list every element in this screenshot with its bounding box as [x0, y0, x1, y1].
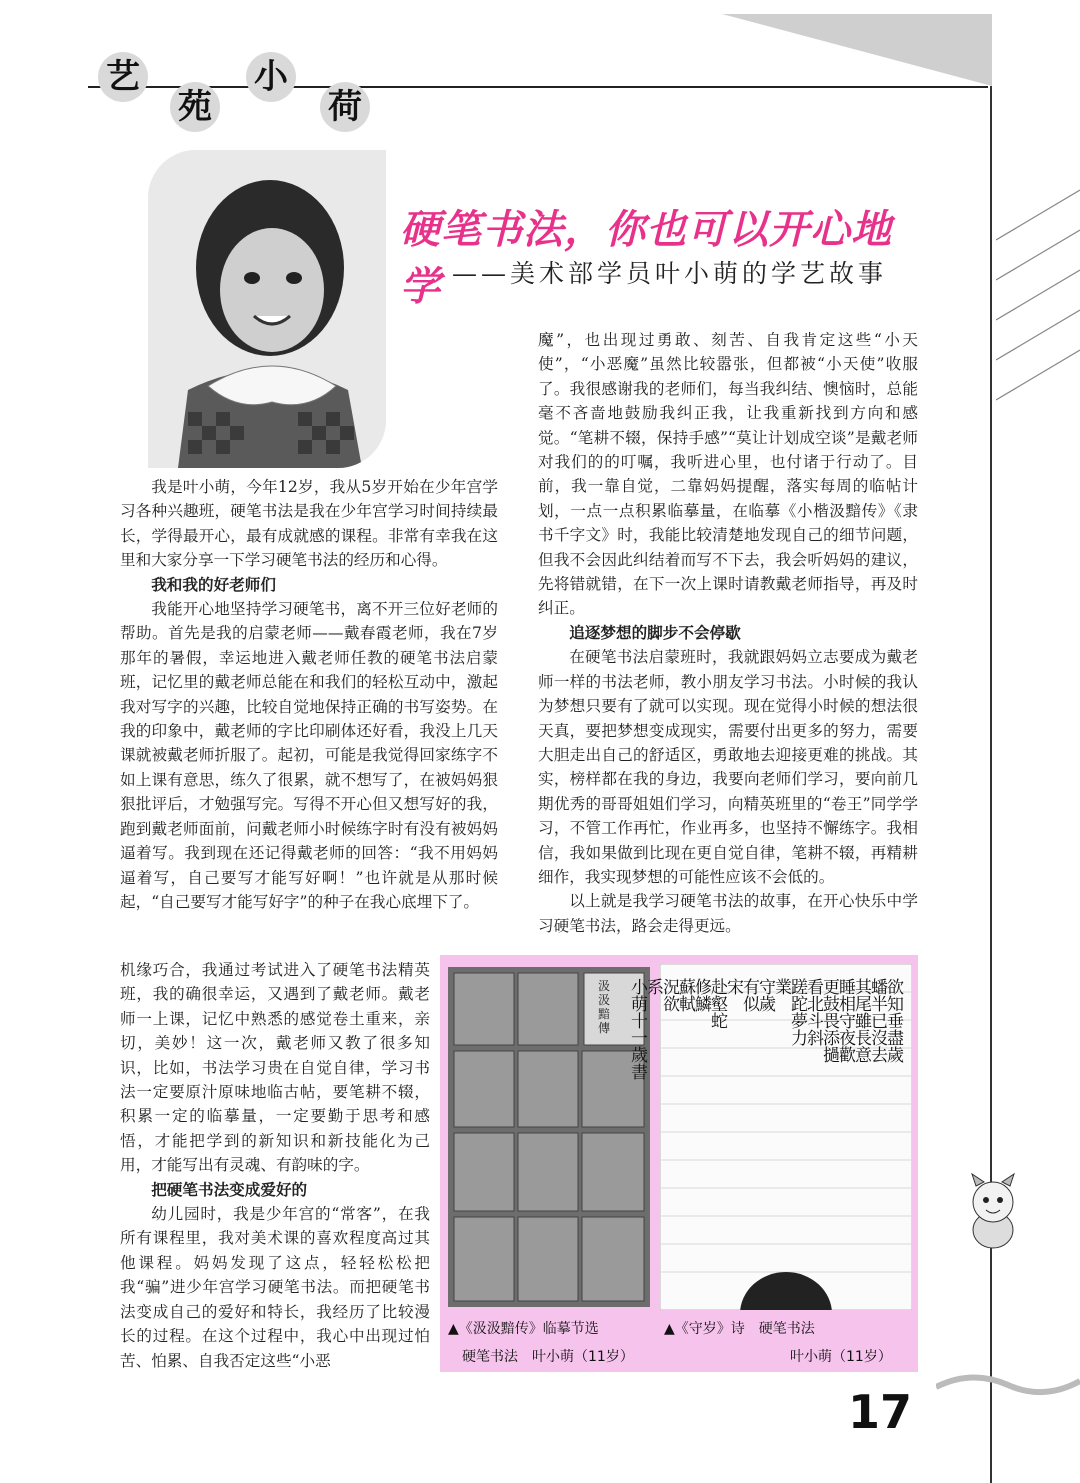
paragraph: 在硬笔书法启蒙班时，我就跟妈妈立志要成为戴老师一样的书法老师，教小朋友学习书法。小时候的我认为梦想只要有了就可以实现。现在觉得小时候的想法很天真，要把梦想变成现实，需要付出更多的努力，需要大胆走出自己的舒适区，勇敢地去迎接更难的挑战。其实，榜样都在我的身边，我要向老师们学习，要向前几期优秀的哥哥姐姐们学习，向精英班里的“卷王”同学学习，不管工作再忙，作业再多，也坚持不懈练字。我相信，我如果做到比现在更自觉自律，笔耕不辍，再精耕细作，我实现梦想的可能性应该不会低的。: [538, 648, 918, 886]
left-column-narrow: [120, 958, 430, 1373]
poem-column: 況欲: [659, 978, 679, 1012]
poem-column: 其尾雖長意: [851, 978, 871, 1063]
student-photo: [148, 150, 386, 468]
paragraph: 我是叶小萌，今年12岁，我从5岁开始在少年宫学习各种兴趣班，硬笔书法是我在少年宫学习时间持续最长，学得最开心，最有成就感的课程。非常有幸我在这里和大家分享一下学习硬笔书法的经历和心得。: [120, 478, 498, 570]
poem-column: 系: [643, 978, 663, 995]
paragraph: 机缘巧合，我通过考试进入了硬笔书法精英班，我的确很幸运，又遇到了戴老师。戴老师一上课，记忆中熟悉的感觉卷土重来，亲切，美妙！这一次，戴老师又教了很多知识，比如，书法学习贵在自觉自律，学习书法一定要原汁原味地临古帖，要笔耕不辍，积累一定的临摹量，一定要勤于思考和感悟，才能把学到的新知识和新技能化为己用，才能写出有灵魂、有韵味的字。: [120, 961, 430, 1175]
poem-column: 修鱗: [691, 978, 711, 1012]
poem-column: 守歲: [755, 978, 775, 1012]
calligraphy-grid-photo: [448, 967, 650, 1307]
poem-column: 睡相守夜歡: [835, 978, 855, 1063]
poem-column: 更鼓畏添撾: [819, 978, 839, 1063]
right-margin-rule: [990, 86, 992, 1483]
poem-column: 有似: [739, 978, 759, 1012]
caption-1-line-2: 硬笔书法 叶小萌（11岁）: [462, 1349, 634, 1365]
page-number: 17: [848, 1385, 913, 1439]
poem-column: 蟠半已沒去: [867, 978, 887, 1063]
poem-column: 赴壑蛇: [707, 978, 727, 1029]
caption-2-line-2: 叶小萌（11岁）: [790, 1349, 892, 1365]
poem-column: 蘇軾: [675, 978, 695, 1012]
mascot-icon: [964, 1170, 1022, 1252]
copybook-title: 汲汲黯傳: [598, 979, 611, 1035]
poem-column: 蹉跎夢力: [787, 978, 807, 1046]
poem-column: 宋: [723, 978, 743, 995]
poem-calligraphy-photo: [627, 964, 912, 1310]
poem-text: [627, 978, 906, 1278]
wave-decoration: [936, 1365, 1080, 1405]
article-title: 硬笔书法，你也可以开心地学: [400, 207, 892, 310]
left-column: [120, 475, 498, 914]
poem-column: 小萌十一歲書: [627, 978, 647, 1080]
article-subtitle: ——美术部学员叶小萌的学艺故事: [452, 259, 888, 288]
header-char-1: 艺: [98, 52, 148, 102]
poem-column: 業: [771, 978, 791, 995]
caption-2-line-1: ▲《守岁》诗 硬笔书法: [664, 1321, 815, 1337]
paragraph: 我能开心地坚持学习硬笔书，离不开三位好老师的帮助。首先是我的启蒙老师——戴春霞老师，我在7岁那年的暑假，幸运地进入戴老师任教的硬笔书法启蒙班，记忆里的戴老师总能在和我们的轻松互动中，激起我对写字的兴趣，比较自觉地保持正确的书写姿势。在我的印象中，戴老师的字比印刷体还好看，我没上几天课就被戴老师折服了。起初，可能是我觉得回家练字不如上课有意思，练久了很累，就不想写了，在被妈妈狠狠批评后，才勉强写完。写得不开心但又想写好的我，跑到戴老师面前，问戴老师小时候练字时有没有被妈妈逼着写。我到现在还记得戴老师的回答：“我不用妈妈逼着写，自己要写才能写好啊！”也许就是从那时候起，“自己要写才能写好字”的种子在我心底埋下了。: [120, 600, 498, 911]
side-decoration: [996, 180, 1080, 580]
header-char-3: 小: [246, 52, 296, 102]
section-heading: 把硬笔书法变成爱好的: [151, 1180, 308, 1199]
section-heading: 追逐梦想的脚步不会停歇: [569, 623, 741, 642]
section-heading: 我和我的好老师们: [151, 575, 276, 594]
poem-column: 欲知垂盡歲: [883, 978, 903, 1063]
right-column: [538, 328, 918, 938]
caption-1-line-1: ▲《汲汲黯传》临摹节选: [448, 1321, 599, 1337]
header-rule: [88, 86, 988, 88]
paragraph: 幼儿园时，我是少年宫的“常客”，在我所有课程里，我对美术课的喜欢程度高过其他课程。妈妈发现了这点，轻轻松松把我“骗”进少年宫学习硬笔书法。而把硬笔书法变成自己的爱好和特长，我经历了比较漫长的过程。在这个过程中，我心中出现过怕苦、怕累、自我否定这些“小恶: [120, 1205, 430, 1370]
header-char-4: 荷: [320, 82, 370, 132]
paragraph: 以上就是我学习硬笔书法的故事，在开心快乐中学习硬笔书法，路会走得更远。: [538, 892, 918, 935]
poem-column: 看北斗斜: [803, 978, 823, 1046]
corner-decoration: [722, 14, 992, 86]
paragraph: 魔”，也出现过勇敢、刻苦、自我肯定这些“小天使”，“小恶魔”虽然比较嚣张，但都被“小天使”收服了。我很感谢我的老师们，每当我纠结、懊恼时，总能毫不吝啬地鼓励我纠正我，让我重新找到方向和感觉。“笔耕不辍，保持手感”“莫让计划成空谈”是戴老师对我们的的叮嘱，我听进心里，也付诸于行动了。目前，我一靠自觉，二靠妈妈提醒，落实每周的临帖计划，一点一点积累临摹量，在临摹《小楷汲黯传》《隶书千字文》时，我能比较清楚地发现自己的细节问题，但我不会因此纠结着而写不下去，我会听妈妈的建议，先将错就错，在下一次上课时请教戴老师指导，再及时纠正。: [538, 331, 918, 618]
header-char-2: 苑: [170, 82, 220, 132]
